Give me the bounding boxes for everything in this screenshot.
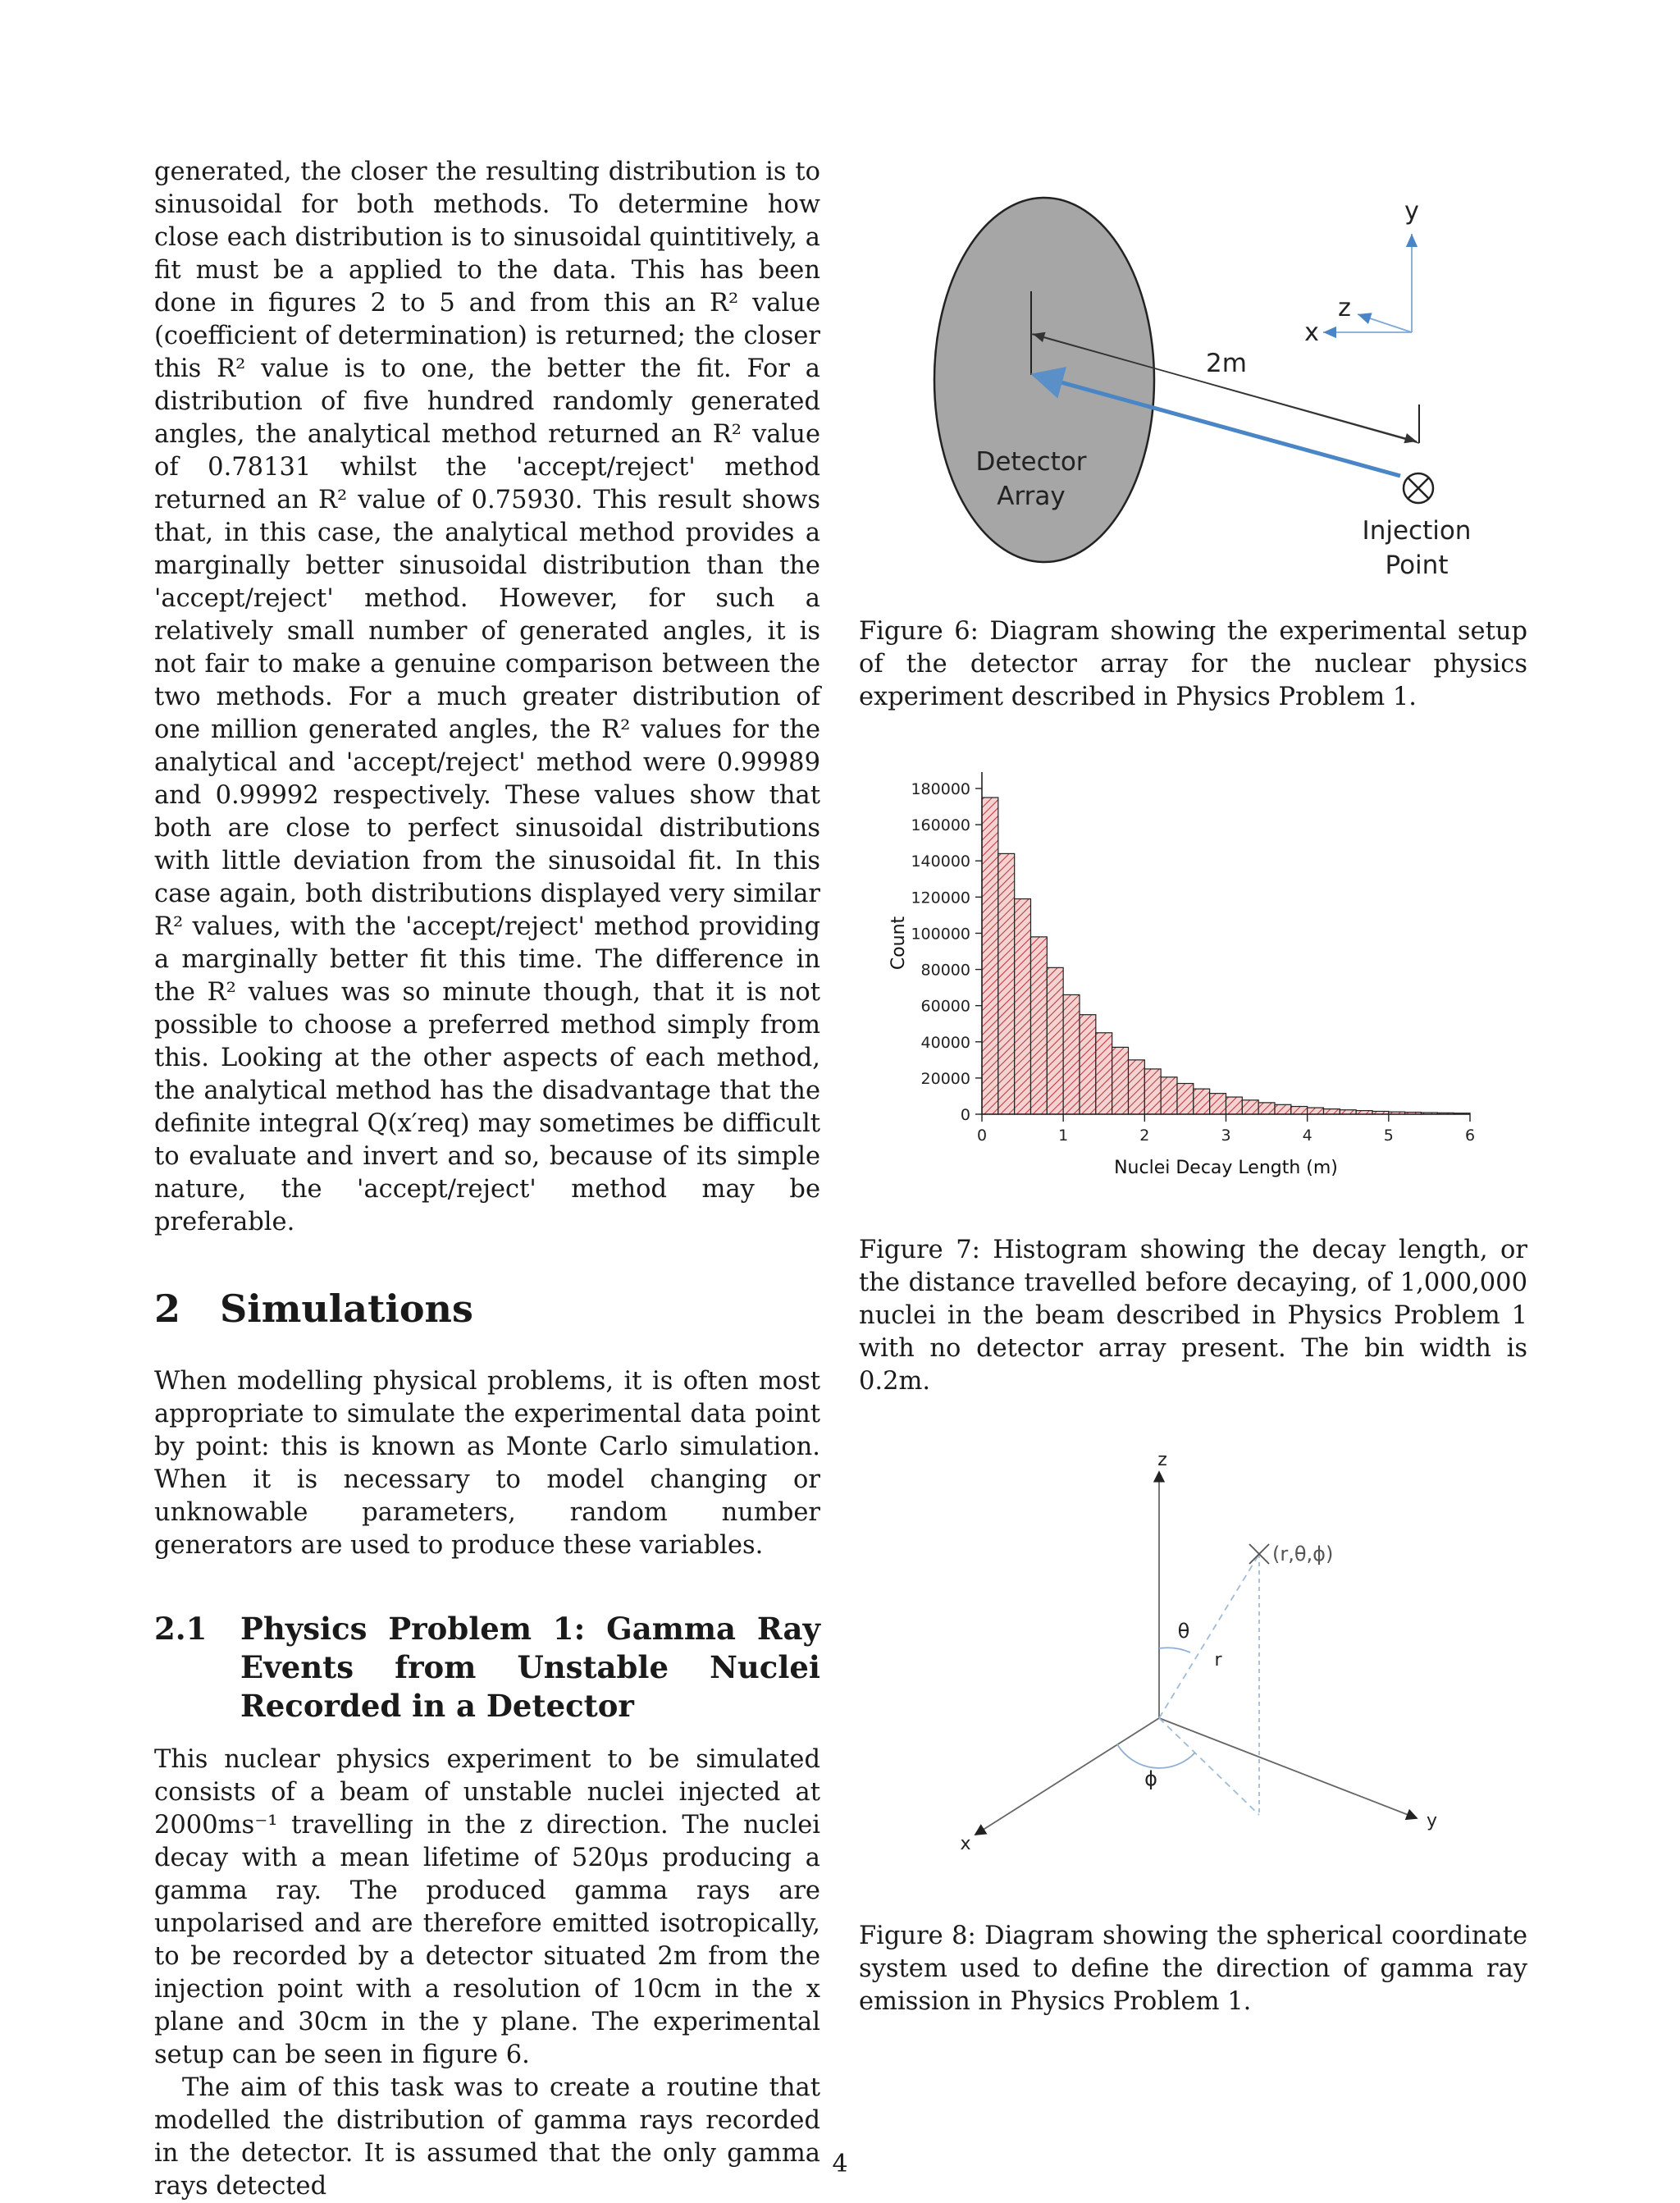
- histogram-y-tick-label: 20000: [920, 1069, 970, 1088]
- histogram-y-tick-label: 80000: [920, 961, 970, 980]
- figure6-caption: Figure 6: Diagram showing the experimental setup of the detector array for the nuclear physics experiment described in Physics Problem 1.: [859, 617, 1527, 711]
- paragraph-aim: The aim of this task was to create a routine that modelled the distribution of gamma rays recorded in the detector. It is assumed that the only gamma rays detected: [154, 2073, 820, 2201]
- figure8-diagram: [859, 1447, 1527, 1907]
- fig6-axis-z-label: z: [1338, 294, 1351, 322]
- histogram-bar: [998, 853, 1015, 1114]
- histogram-x-tick-label: 4: [1302, 1127, 1312, 1145]
- histogram-x-tick-label: 5: [1383, 1127, 1394, 1145]
- histogram-y-tick-label: 40000: [920, 1033, 970, 1052]
- histogram-x-tick-label: 0: [976, 1127, 988, 1145]
- histogram-bar: [1258, 1103, 1275, 1114]
- histogram-y-tick-label: 60000: [920, 997, 970, 1016]
- figure7-histogram: [859, 760, 1527, 1186]
- subsection-number: 2.1: [154, 1611, 208, 1647]
- detector-label-line1: Detector: [975, 447, 1087, 477]
- fig8-phi-arc: [1117, 1744, 1195, 1768]
- fig8-y-label: y: [1427, 1811, 1438, 1831]
- histogram-bar: [1161, 1077, 1177, 1114]
- histogram-x-axis-label: Nuclei Decay Length (m): [1114, 1158, 1338, 1178]
- figure7-caption: Figure 7: Histogram showing the decay length, or the distance travelled before decaying, of 1,000,000 nuclei in the beam described in Physics Problem 1 with no detector array present. The bin width is 0.2m.: [859, 1236, 1527, 1396]
- subsection-heading: [154, 1610, 820, 1725]
- figure8-caption: Figure 8: Diagram showing the spherical coordinate system used to define the direction of gamma ray emission in Physics Problem 1.: [859, 1922, 1527, 2016]
- histogram-y-tick-label: 160000: [911, 816, 970, 835]
- detector-label-line2: Array: [997, 482, 1066, 511]
- fig8-x-axis: [975, 1718, 1159, 1835]
- histogram-bar: [1047, 967, 1063, 1114]
- right-column: [859, 160, 1527, 2018]
- histogram-bar: [1291, 1107, 1308, 1114]
- histogram-bar: [1194, 1089, 1210, 1114]
- histogram-bar: [982, 798, 998, 1114]
- histogram-bar: [1112, 1047, 1129, 1114]
- histogram-bar: [1063, 994, 1080, 1114]
- paragraph-experiment: This nuclear physics experiment to be simulated consists of a beam of unstable nuclei injected at 2000ms⁻¹ travelling in the z direction. The nuclei decay with a mean lifetime of 520μs producing a gamma ray. The produced gamma rays are unpolarised and are therefore emitted isotropically, to be recorded by a detector situated 2m from the injection point with a resolution of 10cm in the x plane and 30cm in the y plane. The experimental setup can be seen in figure 6.: [154, 1745, 820, 2069]
- fig6-axis-y-label: y: [1404, 197, 1419, 226]
- distance-label: 2m: [1206, 349, 1247, 378]
- histogram-y-tick-label: 0: [960, 1106, 970, 1124]
- histogram-bar: [1210, 1094, 1226, 1114]
- histogram-bar: [1080, 1015, 1096, 1114]
- histogram-x-tick-label: 6: [1464, 1127, 1476, 1145]
- fig8-point-label: (r,θ,ϕ): [1272, 1543, 1334, 1565]
- fig8-r-label: r: [1214, 1650, 1222, 1671]
- axis-z-arrow: [1358, 314, 1412, 332]
- fig8-z-label: z: [1157, 1450, 1167, 1470]
- histogram-bars: [982, 798, 1470, 1114]
- fig8-x-label: x: [960, 1834, 971, 1854]
- histogram-bar: [1177, 1084, 1194, 1114]
- histogram-x-tick-label: 3: [1221, 1127, 1231, 1145]
- histogram-y-tick-label: 140000: [911, 852, 970, 871]
- histogram-bar: [1226, 1097, 1243, 1114]
- histogram-bar: [1324, 1109, 1340, 1114]
- left-column: [154, 156, 820, 2203]
- fig8-phi-label: ϕ: [1144, 1767, 1157, 1790]
- subsection-title: Physics Problem 1: Gamma Ray Events from Unstable Nuclei Recorded in a Detector: [240, 1611, 820, 1724]
- histogram-y-tick-label: 100000: [911, 925, 970, 944]
- histogram-bar: [1242, 1100, 1258, 1114]
- histogram-y-tick-label: 180000: [911, 780, 970, 798]
- histogram-bar: [1144, 1069, 1161, 1114]
- injection-label-line1: Injection: [1362, 516, 1472, 546]
- paragraph-monte-carlo: When modelling physical problems, it is often most appropriate to simulate the experimental data point by point: this is known as Monte Carlo simulation. When it is necessary to model changing or unknowable parameters, random number generators are used to produce these variables.: [154, 1367, 820, 1560]
- fig8-y-axis: [1159, 1718, 1417, 1818]
- fig8-theta-arc: [1159, 1648, 1190, 1652]
- fig6-axis-x-label: x: [1304, 318, 1319, 347]
- fig8-theta-label: θ: [1177, 1620, 1190, 1643]
- histogram-bar: [1096, 1033, 1112, 1114]
- histogram-bar: [1015, 899, 1031, 1114]
- histogram-x-tick-label: 2: [1139, 1127, 1150, 1145]
- figure6-diagram: [859, 160, 1527, 578]
- histogram-bar: [1129, 1060, 1145, 1114]
- histogram-y-axis-label: Count: [888, 916, 909, 971]
- histogram-bar: [1031, 937, 1048, 1114]
- histogram-bar: [1275, 1104, 1291, 1114]
- section-title: Simulations: [220, 1287, 473, 1331]
- histogram-bar: [1308, 1108, 1324, 1114]
- injection-label-line2: Point: [1385, 551, 1449, 578]
- page-number: 4: [832, 2150, 848, 2178]
- fig8-r-vector: [1159, 1554, 1259, 1718]
- section-heading: [154, 1287, 820, 1331]
- paragraph-r2-comparison: generated, the closer the resulting distribution is to sinusoidal for both methods. To determine how close each distribution is to sinusoidal quintitively, a fit must be a applied to the data. This has been done in figures 2 to 5 and from this an R² value (coefficient of determination) is returned; the closer this R² value is to one, the better the fit. For a distribution of five hundred randomly generated angles, the analytical method returned an R² value of 0.78131 whilst the 'accept/reject' method returned an R² value of 0.75930. This result shows that, in this case, the analytical method provides a marginally better sinusoidal distribution than the 'accept/reject' method. However, for such a relatively small number of generated angles, it is not fair to make a genuine comparison between the two methods. For a much greater distribution of one million generated angles, the R² values for the analytical and 'accept/reject' method were 0.99989 and 0.99992 respectively. These values show that both are close to perfect sinusoidal distributions with little deviation from the sinusoidal fit. In this case again, both distributions displayed very similar R² values, with the 'accept/reject' method providing a marginally better fit this time. The difference in the R² values was so minute though, that it is not possible to choose a preferred method simply from this. Looking at the other aspects of each method, the analytical method has the disadvantage that the definite integral Q(x′req) may sometimes be difficult to evaluate and invert and so, because of its simple nature, the 'accept/reject' method may be preferable.: [154, 158, 820, 1236]
- section-number: 2: [154, 1287, 181, 1331]
- histogram-x-tick-label: 1: [1058, 1127, 1069, 1145]
- histogram-y-tick-label: 120000: [911, 889, 970, 907]
